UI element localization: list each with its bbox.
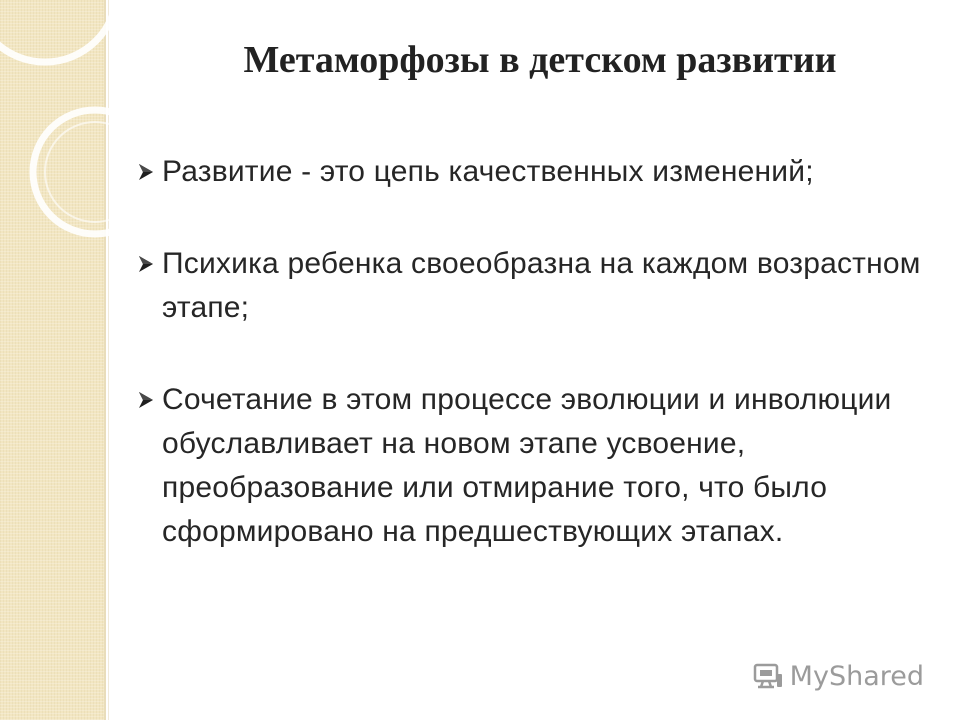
bullet-item	[136, 242, 926, 330]
bullet-text: Сочетание в этом процессе эволюции и инволюции обуславливает на новом этапе усвоение, преобразование или отмирание того, что было сформировано на предшествующих этапах.	[162, 383, 892, 548]
decorative-side-band	[0, 0, 104, 720]
bullet-item	[136, 150, 926, 194]
arrow-bullet-icon	[136, 378, 162, 422]
myshared-logo-icon	[752, 660, 784, 692]
decorative-side-divider	[104, 0, 106, 720]
arrow-bullet-icon	[136, 242, 162, 286]
bullet-item	[136, 378, 926, 554]
decorative-side-divider-thin	[108, 0, 109, 720]
bullet-text: Психика ребенка своеобразна на каждом возрастном этапе;	[162, 247, 921, 324]
slide-title: Метаморфозы в детском развитии	[243, 39, 837, 81]
watermark	[752, 660, 924, 692]
watermark-text: MyShared	[789, 660, 924, 692]
arrow-bullet-icon	[136, 150, 162, 194]
bullet-text: Развитие - это цепь качественных изменений;	[162, 155, 814, 188]
bullet-list	[136, 150, 926, 554]
